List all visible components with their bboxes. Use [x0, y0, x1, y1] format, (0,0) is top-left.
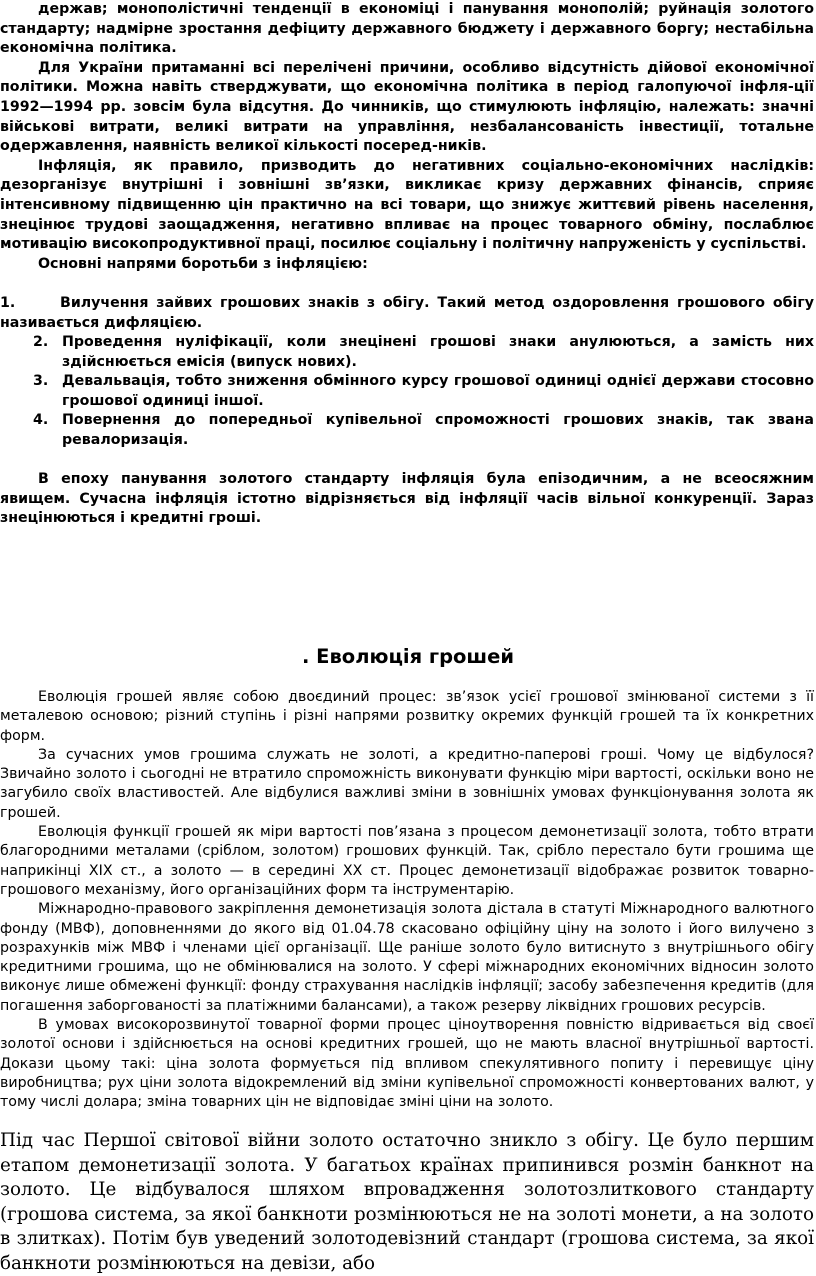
list-item [0, 294, 814, 333]
paragraph: В умовах високорозвинутої товарної форми процес ціноутворення повністю відривається від своєї золотої основи і здійснюється на основі кредитних грошей, що не мають власної внутрішньої вартості. Докази цьому такі: ціна золота формується під впливом спекулятивного попиту і перевищує ціну виробництва; рух ціни золота відокремлений від зміни купівельної спроможності конвертованих валют, у тому числі долара; зміна товарних цін не відповідає зміні ціни на золото. [0, 1017, 814, 1111]
paragraph-gold-standard: В епоху панування золотого стандарту інфляція була епізодичним, а не всеосяжним явищем. Сучасна інфляція істотно відрізняється від інфляції часів вільної конкуренції. Зараз знецінюються і кредитні гроші. [0, 471, 814, 527]
anti-inflation-list [0, 294, 814, 451]
list-number: 3. [33, 373, 49, 390]
list-text: Вилучення зайвих грошових знаків з обігу. Такий метод оздоровлення грошового обігу називається дифляцією. [0, 294, 814, 331]
paragraph-ukraine-causes: Для України притаманні всі перелічені причини, особливо відсутність дійової економічної політики. Можна навіть стверджувати, що економічна політика в період галопуючої інфля-ції 1992—1994 рр. зовсім була відсутня. До чинників, що стимулюють інфляцію, належать: значні військові витрати, великі витрати на управління, незбалансованість інвестиції, тотальне одержавлення, наявність великої кількості посеред-ників. [0, 59, 814, 155]
list-number: 2. [33, 334, 49, 351]
spacer [0, 451, 814, 471]
paragraph: Міжнародно-правового закріплення демонетизація золота дістала в статуті Міжнародного валютного фонду (МВФ), доповненнями до якого від 01.04.78 скасовано офіційну ціну на золото і його вилучено з розрахунків між МВФ і членами цієї організації. Ще раніше золото було витиснуто з внутрішнього обігу кредитними грошима, що не обмінювалися на золото. У сфері міжнародних економічних відносин золото виконує лише обмежені функції: фонду страхування наслідків інфляції; засобу забезпечення кредитів (для погашення заборгованості за платіжними балансами), а також резерву ліквідних грошових ресурсів. [0, 901, 814, 1014]
list-number: 1. [0, 294, 16, 311]
list-text: Девальвація, тобто зниження обмінного курсу грошової одиниці однієї держави стосовно грошової одиниці іншої. [62, 373, 814, 409]
paragraph-consequences: Інфляція, як правило, призводить до негативних соціально-економічних наслідків: дезорганізує внутрішні і зовнішні зв’язки, викликає кризу державних фінансів, сприяє інтенсивному підвищенню цін практично на всі товари, що знижує життєвий рівень населення, знецінює трудові заощадження, негативно впливає на процес товарного обміну, послаблює мотивацію високопродуктивної праці, посилює соціальну і політичну напруженість у суспільстві. [0, 157, 814, 253]
paragraph-serif: Під час Першої світової війни золото остаточно зникло з обігу. Це було першим етапом демонетизації золота. У багатьох країнах припинився розмін банкнот на золото. Це відбувалося шляхом впровадження золотозлиткового стандарту (грошова система, за якої банкноти розмінюються не на золоті монети, а на золото в злитках). Потім був уведений золотодевізний стандарт (грошова система, за якої банкноти розмінюються на девізи, або [0, 1130, 814, 1274]
list-item [0, 333, 814, 372]
list-number: 4. [33, 412, 49, 429]
paragraph: Еволюція грошей являє собою двоєдиний процес: зв’язок усієї грошової змінюваної системи з її металевою основою; різний ступінь і різні напрями розвитку окремих функцій грошей та їх конкретних форм. [0, 689, 814, 744]
paragraph: Еволюція функції грошей як міри вартості пов’язана з процесом демонетизації золота, тобто втрати благородними металами (сріблом, золотом) грошових функцій. Так, срібло перестало бути грошима ще наприкінці XIX ст., а золото — в середині XX ст. Процес демонетизації відображає розвиток товарно-грошового механізму, його організаційних форм та інструментарію. [0, 824, 814, 898]
list-item [0, 372, 814, 411]
paragraph: За сучасних умов грошима служать не золоті, а кредитно-паперові гроші. Чому це відбулося? Звичайно золото і сьогодні не втратило спроможність виконувати функцію міри вартості, оскільки воно не загубило своїх властивостей. Але відбулися важливі зміни в зовнішніх умовах функціонування золота як грошей. [0, 746, 814, 821]
spacer [0, 274, 814, 294]
demonetization-section [0, 1129, 814, 1276]
list-text: Повернення до попередньої купівельної спроможності грошових знаків, так звана ревалоризація. [62, 412, 814, 449]
inflation-section [0, 0, 814, 529]
list-text: Проведення нуліфікації, коли знецінені грошові знаки анулюються, а замість них здійснюється емісія (випуск нових). [62, 334, 814, 370]
evolution-section [0, 688, 814, 1113]
paragraph-directions-heading: Основні напрями боротьби з інфляцією: [38, 255, 368, 272]
list-item [0, 411, 814, 450]
paragraph-causes-end: держав; монополістичні тенденції в економіці і панування монополій; руйнація золотого стандарту; надмірне зростання дефіциту державного бюджету і державного боргу; нестабільна економічна політика. [0, 1, 814, 57]
section-title: . Еволюція грошей [301, 645, 515, 668]
